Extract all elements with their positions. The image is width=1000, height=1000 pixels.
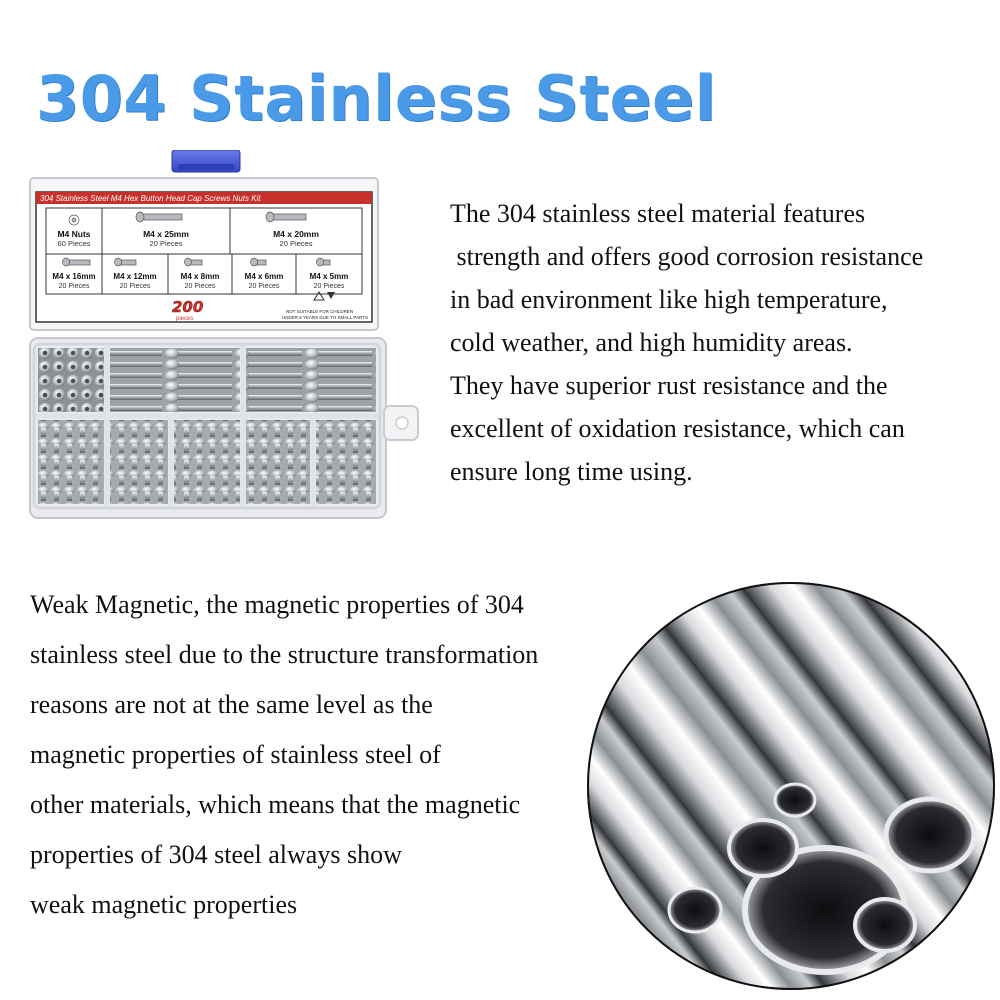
paragraph-line: magnetic properties of stainless steel of	[30, 740, 441, 769]
paragraph-line: strength and offers good corrosion resistance	[450, 242, 924, 271]
compartment-count: 20 Pieces	[149, 239, 183, 248]
headline: 304 Stainless Steel	[36, 62, 717, 135]
paragraph-line: in bad environment like high temperature,	[450, 285, 888, 314]
paragraph-line: properties of 304 steel always show	[30, 840, 402, 869]
compartment-m4x6	[246, 420, 310, 504]
compartment-size: M4 x 25mm	[143, 229, 189, 239]
compartment-nuts	[38, 348, 104, 412]
label-header-text: 304 Stainless Steel M4 Hex Button Head Cap Screws Nuts Kit	[40, 194, 261, 203]
compartment-size: M4 x 8mm	[180, 272, 220, 281]
paragraph-line: stainless steel due to the structure transformation	[30, 640, 539, 669]
paragraph-line: The 304 stainless steel material features	[450, 199, 866, 228]
compartment-size: M4 x 6mm	[244, 272, 284, 281]
compartment-count: 20 Pieces	[58, 283, 90, 290]
warning-text: UNDER 6 YEARS DUE TO SMALL PARTS	[282, 315, 368, 320]
paragraph-line: They have superior rust resistance and the	[450, 371, 888, 400]
paragraph-line: reasons are not at the same level as the	[30, 690, 433, 719]
compartment-size: M4 x 12mm	[113, 272, 157, 281]
compartment-size: M4 x 16mm	[52, 272, 96, 281]
paragraph-line: excellent of oxidation resistance, which can	[450, 414, 905, 443]
paragraph-line: other materials, which means that the magnetic	[30, 790, 521, 819]
warning-text: NOT SUITABLE FOR CHILDREN	[286, 309, 354, 314]
screw-kit-image	[24, 150, 419, 530]
steel-pipes-image	[585, 580, 995, 990]
compartment-m4x20	[246, 348, 376, 412]
compartment-m4x12	[110, 420, 168, 504]
compartment-count: 20 Pieces	[313, 283, 345, 290]
compartment-m4x16	[38, 420, 104, 504]
material-description	[450, 192, 923, 493]
paragraph-line: ensure long time using.	[450, 457, 693, 486]
paragraph-line: weak magnetic properties	[30, 890, 298, 919]
paragraph-line: cold weather, and high humidity areas.	[450, 328, 853, 357]
compartment-size: M4 x 5mm	[309, 272, 349, 281]
compartment-size: M4 x 20mm	[273, 229, 319, 239]
compartment-m4x8	[174, 420, 240, 504]
magnetic-description	[30, 580, 538, 930]
compartment-m4x5	[316, 420, 376, 504]
compartment-count: 20 Pieces	[184, 283, 216, 290]
compartment-count: 60 Pieces	[57, 239, 91, 248]
compartment-count: 20 Pieces	[248, 283, 280, 290]
paragraph-line: Weak Magnetic, the magnetic properties of 304	[30, 590, 524, 619]
compartment-count: 20 Pieces	[119, 283, 151, 290]
label-card	[36, 192, 372, 322]
compartment-count: 20 Pieces	[279, 239, 313, 248]
compartment-m4x25	[110, 348, 240, 412]
total-badge-unit: pieces	[176, 316, 194, 322]
compartment-size: M4 Nuts	[57, 229, 91, 239]
total-badge-number: 200	[172, 298, 204, 316]
